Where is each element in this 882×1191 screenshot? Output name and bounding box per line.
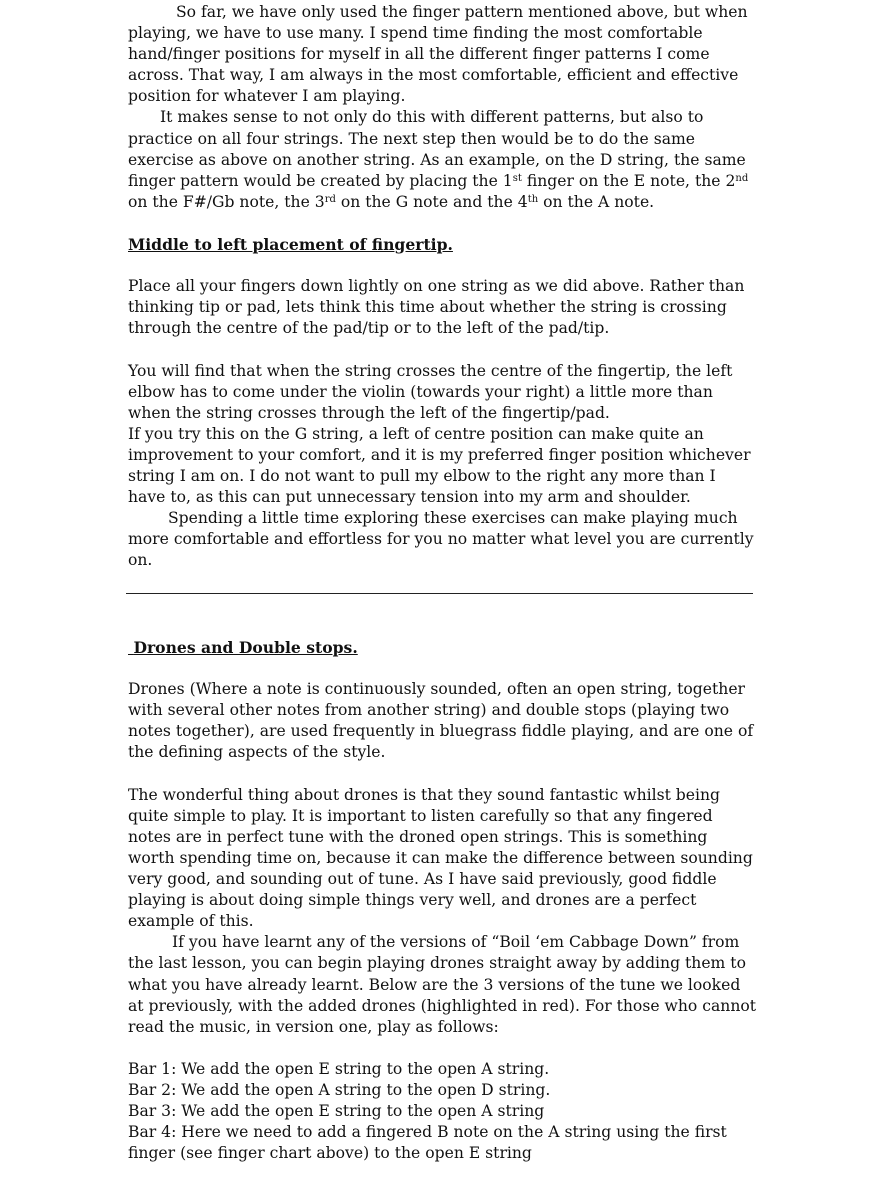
paragraph-finger-patterns: So far, we have only used the finger pattern mentioned above, but when playing, we have to use many. I spend time finding the most comfortable hand/finger positions for myself in all the different finger patterns I come across. That way, I am always in the most comfortable, efficient and effective position for whatever I am playing. [128, 3, 748, 106]
spacer [128, 213, 758, 234]
drones-section [128, 637, 758, 1164]
bar-instruction-1: Bar 1: We add the open E string to the open A string. [128, 1059, 550, 1078]
paragraph-drones-definition: Drones (Where a note is continuously sounded, often an open string, together with several other notes from another string) and double stops (playing two notes together), are used frequently in bluegrass fiddle playing, and are one of the defining aspects of the style. [128, 680, 754, 762]
text-run: on the G note and the 4 [335, 192, 528, 211]
heading-fingertip-placement: Middle to left placement of fingertip. [128, 235, 453, 255]
paragraph-g-string: If you try this on the G string, a left of centre position can make quite an improvement to your comfort, and it is my preferred finger position whichever string I am on. I do not want to pull my elbow to the right any more than I have to, as this can put unnecessary tension into my arm and shoulder. [128, 424, 751, 507]
spacer [128, 658, 758, 679]
horizontal-divider [126, 593, 753, 594]
heading-drones-double-stops [128, 637, 758, 658]
spacer [128, 1038, 758, 1059]
paragraph-elbow: You will find that when the string crosses the centre of the fingertip, the left elbow has to come under the violin (towards your right) a little more than when the string crosses through the left of the fingertip/pad. [128, 361, 733, 422]
superscript: th [527, 193, 539, 205]
paragraph-four-strings [128, 107, 758, 212]
bar-instruction-3: Bar 3: We add the open E string to the open A string [128, 1102, 545, 1121]
heading-text: Drones and Double stops. [133, 638, 358, 657]
text-run: finger on the E note, the 2 [521, 171, 736, 190]
superscript: nd [735, 172, 749, 184]
spacer [128, 340, 758, 361]
text-run: on the F#/Gb note, the 3 [128, 192, 325, 211]
document-page [128, 2, 758, 572]
bar-instruction-2: Bar 2: We add the open A string to the open D string. [128, 1080, 551, 1099]
paragraph-drones-wonderful: The wonderful thing about drones is that they sound fantastic whilst being quite simple to play. It is important to listen carefully so that any fingered notes are in perfect tune with the droned open strings. This is something worth spending time on, because it can make the difference between sounding very good, and sounding out of tune. As I have said previously, good fiddle playing is about doing simple things very well, and drones are a perfect example of this. [128, 785, 753, 931]
paragraph-place-fingers: Place all your fingers down lightly on one string as we did above. Rather than thinking tip or pad, lets think this time about whether the string is crossing through the centre of the pad/tip or to the left of the pad/tip. [128, 277, 745, 338]
text-run: It makes sense to not only do this with different patterns, but also to practice on all four strings. The next step then would be to do the same exercise as above on another string. As an example, on the D string, the same finger pattern would be created by placing the 1 [128, 108, 746, 190]
paragraph-exploring: Spending a little time exploring these exercises can make playing much more comfortable and effortless for you no matter what level you are currently on. [128, 509, 754, 570]
paragraph-boil-em-cabbage: If you have learnt any of the versions of “Boil ‘em Cabbage Down” from the last lesson, you can begin playing drones straight away by adding them to what you have already learnt. Below are the 3 versions of the tune we looked at previously, with the added drones (highlighted in red). For those who cannot read the music, in version one, play as follows: [128, 933, 757, 1036]
spacer [128, 255, 758, 276]
superscript: st [512, 172, 522, 184]
bar-instruction-4: Bar 4: Here we need to add a fingered B note on the A string using the first finger (see finger chart above) to the open E string [128, 1123, 727, 1163]
text-run: on the A note. [538, 192, 655, 211]
spacer [128, 764, 758, 785]
superscript: rd [324, 193, 336, 205]
